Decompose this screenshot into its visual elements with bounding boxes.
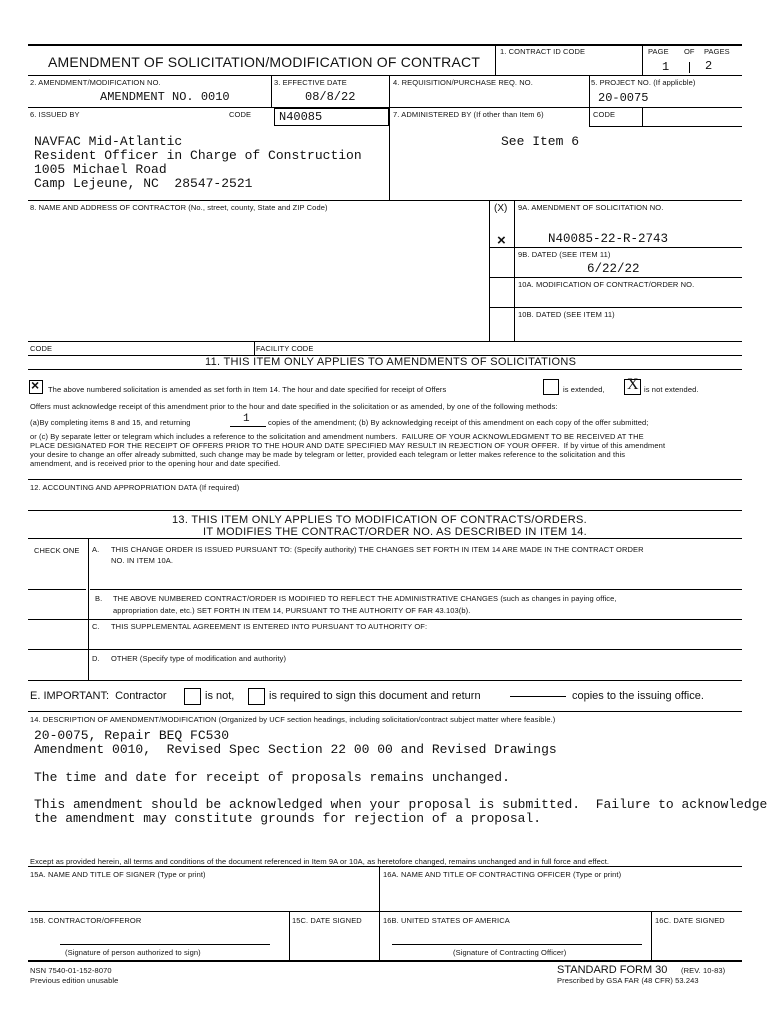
sf-title: STANDARD FORM 30: [557, 964, 668, 976]
f16c-label: 16C. DATE SIGNED: [655, 916, 725, 925]
f1-label: 1. CONTRACT ID CODE: [500, 47, 586, 56]
issuer-line-4[interactable]: Camp Lejeune, NC 28547-2521: [34, 176, 253, 191]
s13-c-top: [28, 619, 742, 620]
f14-line-5[interactable]: the amendment may constitute grounds for rejection of a proposal.: [34, 811, 542, 826]
s11-copies-value[interactable]: 1: [243, 413, 250, 425]
sig2-caption: (Signature of Contracting Officer): [453, 948, 567, 957]
copies-office-label: copies to the issuing office.: [572, 690, 704, 702]
s11-para-4: amendment, and is received prior to the opening hour and date specified.: [30, 459, 281, 468]
s13-c-letter: C.: [92, 622, 100, 631]
row8-top: [28, 200, 742, 201]
form-title: AMENDMENT OF SOLICITATION/MODIFICATION OF CONTRACT: [48, 54, 481, 70]
s14-top: [28, 711, 742, 712]
v-15c-left: [289, 911, 290, 961]
f10b-label: 10B. DATED (SEE ITEM 11): [518, 310, 615, 319]
s11-heading: 11. THIS ITEM ONLY APPLIES TO AMENDMENTS OF SOLICITATIONS: [205, 356, 577, 368]
s11-line3b: copies of the amendment; (b) By acknowledging receipt of this amendment on each copy of the offer submitted;: [268, 418, 649, 427]
important-label: E. IMPORTANT: Contractor: [30, 690, 167, 702]
except-line: Except as provided herein, all terms and conditions of the document referenced in Item 9A or 10A, as heretofore changed, remains unchanged and in full force and effect.: [30, 857, 610, 866]
s13-b-letter: B.: [95, 594, 103, 603]
f2-value[interactable]: AMENDMENT NO. 0010: [100, 90, 230, 104]
f3-value[interactable]: 08/8/22: [305, 90, 356, 104]
s12-top: [28, 479, 742, 480]
f14-line-3[interactable]: The time and date for receipt of proposals remains unchanged.: [34, 770, 510, 785]
f12-label: 12. ACCOUNTING AND APPROPRIATION DATA (If required): [30, 483, 240, 492]
sig1-caption: (Signature of person authorized to sign): [65, 948, 201, 957]
top-border: [28, 44, 742, 46]
is-not-checkbox[interactable]: [184, 688, 201, 705]
s13-d-top: [28, 649, 742, 650]
s11-para-2: PLACE DESIGNATED FOR THE RECEIPT OF OFFERS PRIOR TO THE HOUR AND DATE SPECIFIED MAY RESULT IN REJECTION OF YOUR OFFER. If by virtue of this amendment: [30, 441, 666, 450]
f8-label: 8. NAME AND ADDRESS OF CONTRACTOR (No., street, county, State and ZIP Code): [30, 203, 328, 212]
s11-para-3: your desire to change an offer already submitted, such change may be made by telegram or letter, provided each telegram or letter makes reference to the solicitation and this: [30, 450, 626, 459]
v-title-right: [495, 44, 496, 76]
f9a-value[interactable]: N40085-22-R-2743: [548, 232, 669, 246]
row-code-top: [28, 341, 742, 342]
v-16c-left: [651, 911, 652, 961]
s11-copies-line: [230, 426, 266, 427]
v-f3-left: [271, 75, 272, 108]
s11-line3a: (a)By completing items 8 and 15, and returning: [30, 418, 191, 427]
f9a-label: 9A. AMENDMENT OF SOLICITATION NO.: [518, 203, 664, 212]
f5-value[interactable]: 20-0075: [598, 91, 649, 105]
pages-value[interactable]: 2: [705, 59, 713, 73]
v-page-split: [689, 62, 690, 73]
f14-line-1[interactable]: 20-0075, Repair BEQ FC530: [34, 728, 230, 743]
s11-extended-label: is extended,: [563, 385, 605, 394]
h-10b-top: [489, 307, 742, 308]
f9b-label: 9B. DATED (SEE ITEM 11): [518, 250, 611, 259]
f14-line-2[interactable]: Amendment 0010, Revised Spec Section 22 00 00 and Revised Drawings: [34, 742, 557, 757]
of-label: OF: [684, 47, 695, 56]
is-not-label: is not,: [205, 690, 235, 702]
page-value[interactable]: 1: [662, 60, 670, 74]
h-9b-top: [489, 247, 742, 248]
s13-heading-2: IT MODIFIES THE CONTRACT/ORDER NO. AS DESCRIBED IN ITEM 14.: [203, 526, 588, 538]
f6-code-value: N40085: [279, 110, 323, 124]
facility-code-label: FACILITY CODE: [256, 344, 314, 353]
f10a-label: 10A. MODIFICATION OF CONTRACT/ORDER NO.: [518, 280, 695, 289]
f6-label: 6. ISSUED BY: [30, 110, 80, 119]
f14-label: 14. DESCRIPTION OF AMENDMENT/MODIFICATION (Organized by UCF section headings, including solicitation/contract subject matter where feasible.): [30, 715, 556, 724]
v-f4-left: [389, 75, 390, 201]
f6-code-label: CODE: [229, 110, 252, 119]
s13-b-top: [90, 589, 742, 590]
s13-a-line2: NO. IN ITEM 10A.: [111, 556, 174, 565]
bottom-border: [28, 960, 742, 962]
is-required-label: is required to sign this document and return: [269, 690, 481, 702]
f3-label: 3. EFFECTIVE DATE: [274, 78, 347, 87]
v-x-left: [489, 200, 490, 342]
s11-line1: The above numbered solicitation is amended as set forth in Item 14. The hour and date specified for receipt of Offers: [48, 385, 447, 394]
v-9a-left: [514, 200, 515, 342]
s13-d-letter: D.: [92, 654, 100, 663]
nsn-label: NSN 7540-01-152-8070: [30, 966, 112, 975]
s13-d-line1: OTHER (Specify type of modification and authority): [111, 654, 287, 663]
h-10a-top: [489, 277, 742, 278]
row2-top: [28, 75, 742, 76]
s13-checkone-line: [28, 589, 86, 590]
except-bottom: [28, 866, 742, 867]
x-label: (X): [494, 203, 508, 214]
v-f5-left: [589, 75, 590, 126]
pages-label: PAGES: [704, 47, 730, 56]
s13-a-line1: THIS CHANGE ORDER IS ISSUED PURSUANT TO: (Specify authority) THE CHANGES SET FORTH IN ITEM 14 ARE MADE IN THE CONTRACT ORDER: [111, 545, 644, 554]
f5-label: 5. PROJECT NO. (If applicble): [591, 78, 696, 87]
f16a-label: 16A. NAME AND TITLE OF CONTRACTING OFFICER (Type or print): [383, 870, 622, 879]
copies-blank-line: [510, 696, 566, 697]
s13-b-line2: appropriation date, etc.) SET FORTH IN ITEM 14, PURSUANT TO THE AUTHORITY OF FAR 43.103(b).: [113, 606, 471, 615]
page-label: PAGE: [648, 47, 669, 56]
s11-para-1: or (c) By separate letter or telegram which includes a reference to the solicitation and amendment numbers. FAILURE OF YOUR ACKNOWLEDGMENT TO BE RECEIVED AT THE: [30, 432, 644, 441]
issuer-line-3[interactable]: 1005 Michael Road: [34, 162, 167, 177]
sig1-line: [60, 944, 270, 945]
f7-label: 7. ADMINISTERED BY (If other than Item 6): [393, 110, 544, 119]
s13-c-line1: THIS SUPPLEMENTAL AGREEMENT IS ENTERED INTO PURSUANT TO AUTHORITY OF:: [111, 622, 428, 631]
imp-top: [28, 680, 742, 681]
f15c-label: 15C. DATE SIGNED: [292, 916, 362, 925]
f9b-value[interactable]: 6/22/22: [587, 262, 640, 276]
f2-label: 2. AMENDMENT/MODIFICATION NO.: [30, 78, 161, 87]
s11-line2: Offers must acknowledge receipt of this amendment prior to the hour and date specified in the solicitation or as amended, by one of the following methods:: [30, 402, 558, 411]
s13-b-line1: THE ABOVE NUMBERED CONTRACT/ORDER IS MODIFIED TO REFLECT THE ADMINISTRATIVE CHANGES (such as changes in paying office,: [113, 594, 617, 603]
issuer-line-1[interactable]: NAVFAC Mid-Atlantic: [34, 134, 183, 149]
code-bottom-label: CODE: [30, 344, 53, 353]
f16b-label: 16B. UNITED STATES OF AMERICA: [383, 916, 510, 925]
s13-top: [28, 510, 742, 511]
h-f7code-bottom: [589, 126, 742, 127]
v-facility-left: [254, 341, 255, 356]
v-s13-letters: [88, 538, 89, 681]
s11-extended-box[interactable]: [543, 379, 559, 395]
s13-heading-1: 13. THIS ITEM ONLY APPLIES TO MODIFICATION OF CONTRACTS/ORDERS.: [172, 514, 587, 526]
check-one-label: CHECK ONE: [34, 546, 80, 555]
f4-label: 4. REQUISITION/PURCHASE REQ. NO.: [393, 78, 533, 87]
s11-head-bottom: [28, 369, 742, 370]
s13-a-letter: A.: [92, 545, 100, 554]
is-required-checkbox[interactable]: [248, 688, 265, 705]
f15b-label: 15B. CONTRACTOR/OFFEROR: [30, 916, 142, 925]
s11-not-extended-label: is not extended.: [644, 385, 699, 394]
f14-line-4[interactable]: This amendment should be acknowledged when your proposal is submitted. Failure to acknowledge: [34, 797, 768, 812]
sig2-line: [392, 944, 642, 945]
f7-code-label: CODE: [593, 110, 616, 119]
s13-head-bottom: [28, 538, 742, 539]
v-f7code-split: [642, 107, 643, 126]
f9a-check-mark[interactable]: ×: [497, 232, 506, 249]
s11-check-mark-1: ×: [31, 377, 40, 393]
v-page-left: [642, 44, 643, 76]
v-sign-mid: [379, 866, 380, 961]
f7-value[interactable]: See Item 6: [501, 134, 580, 149]
prescribed-label: Prescribed by GSA FAR (48 CFR) 53.243: [557, 976, 699, 985]
s15b-top: [28, 911, 742, 912]
s11-check-mark-2: X: [627, 376, 639, 393]
f15a-label: 15A. NAME AND TITLE OF SIGNER (Type or print): [30, 870, 206, 879]
issuer-line-2[interactable]: Resident Officer in Charge of Construction: [34, 148, 362, 163]
sf-rev: (REV. 10-83): [681, 966, 726, 975]
prev-edition-label: Previous edition unusable: [30, 976, 119, 985]
